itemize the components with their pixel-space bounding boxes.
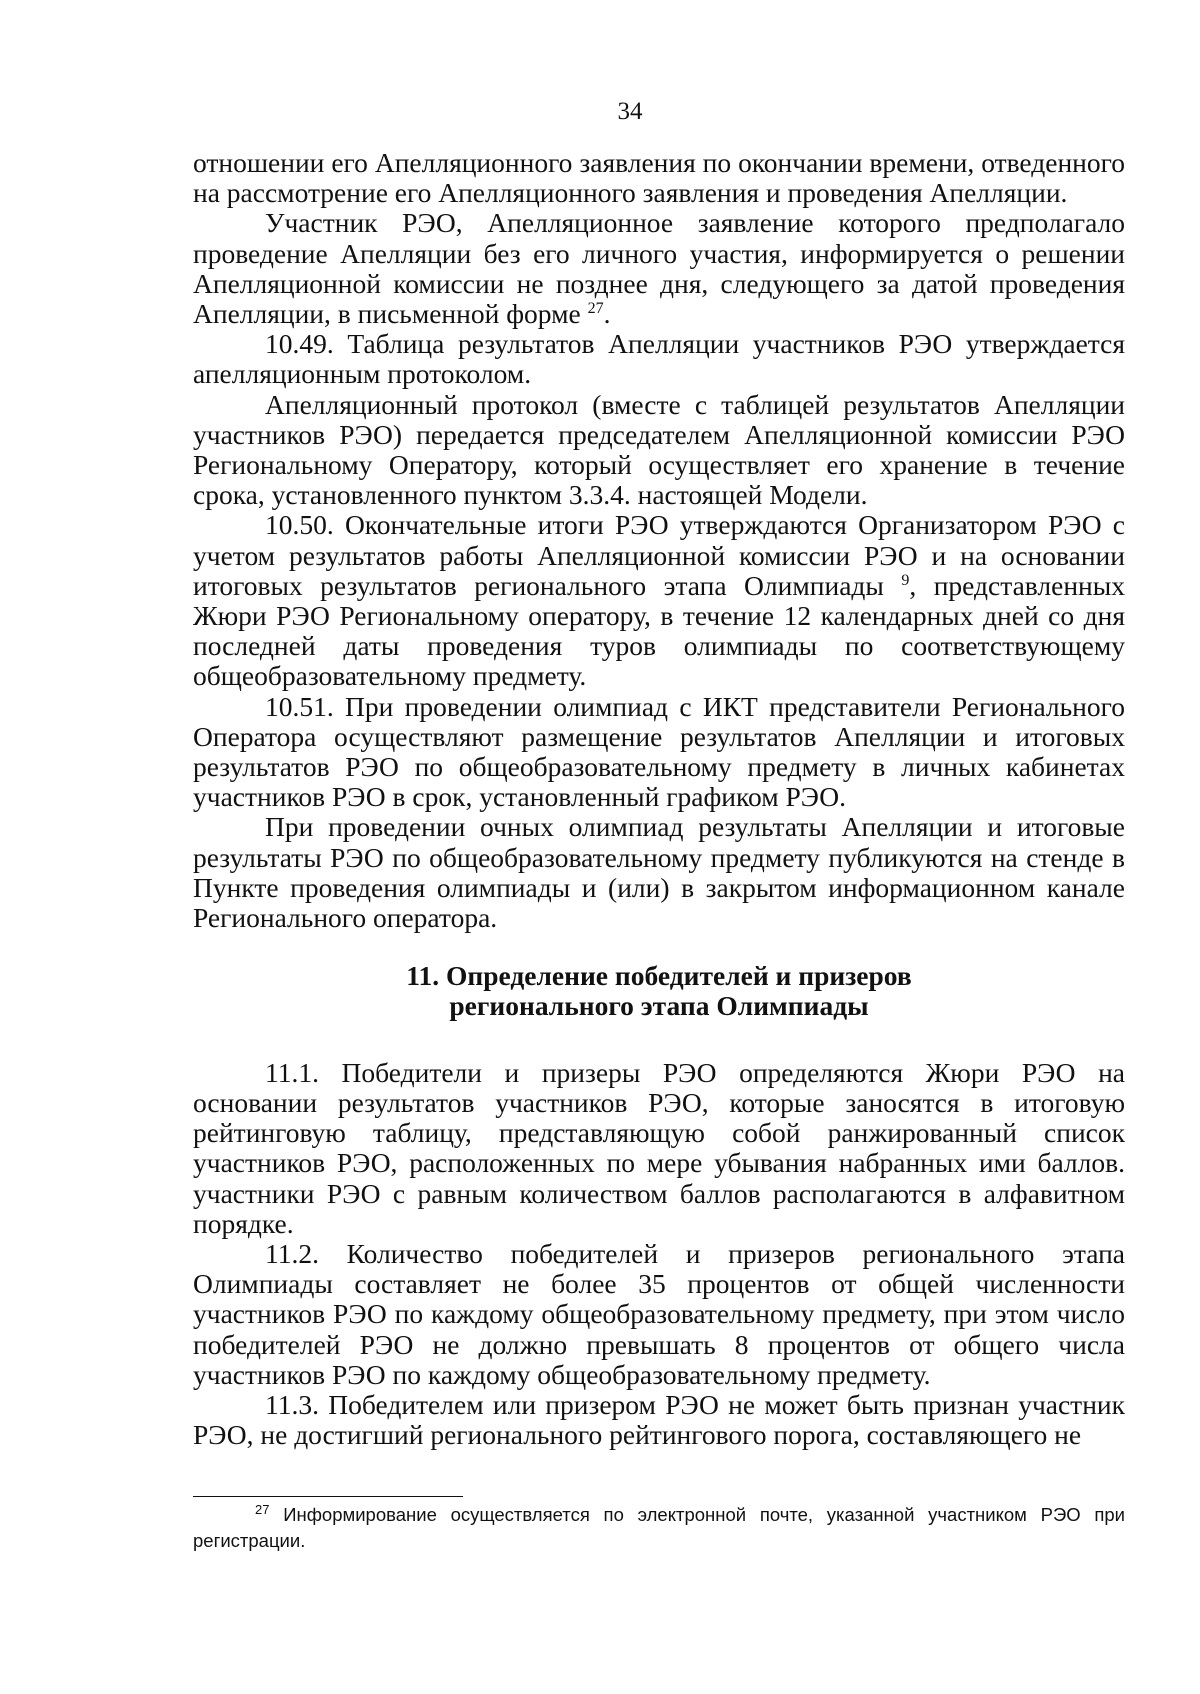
paragraph bbox=[193, 148, 1125, 208]
paragraph-text: 10.51. При проведении олимпиад с ИКТ представители Регионального Оператора осуществляют размещение результатов Апелляции и итоговых результатов РЭО по общеобразовательному предмету в личных кабинетах участников РЭО в срок, установленный графиком РЭО. bbox=[193, 690, 1125, 813]
paragraph bbox=[193, 812, 1125, 933]
paragraph bbox=[193, 390, 1125, 511]
section-heading-line: регионального этапа Олимпиады bbox=[449, 990, 869, 1022]
paragraph-text: Апелляционный протокол (вместе с таблицей результатов Апелляции участников РЭО) передается председателем Апелляционной комиссии РЭО Региональному Оператору, который осуществляет его хранение в течение срока, установленного пунктом 3.3.4. настоящей Модели. bbox=[193, 388, 1125, 511]
footnote-separator bbox=[193, 1496, 463, 1497]
footnote-text: Информирование осуществляется по электронной почте, указанной участником РЭО при регистрации. bbox=[193, 1504, 1125, 1551]
footnote-reference: 27 bbox=[587, 300, 604, 318]
paragraph-text: 11.2. Количество победителей и призеров регионального этапа Олимпиады составляет не более 35 процентов от общей численности участников РЭО по каждому общеобразовательному предмету, при этом число победителей РЭО не должно превышать 8 процентов от общего числа участников РЭО по каждому общеобразовательному предмету. bbox=[193, 1237, 1125, 1390]
paragraph bbox=[193, 510, 1125, 691]
paragraph bbox=[193, 329, 1125, 389]
footnote bbox=[193, 1502, 1125, 1554]
paragraph-text: При проведении очных олимпиад результаты Апелляции и итоговые результаты РЭО по общеобразовательному предмету публикуются на стенде в Пункте проведения олимпиады и (или) в закрытом информационном канале Регионального оператора. bbox=[193, 811, 1125, 934]
paragraph-text: 11.3. Победителем или призером РЭО не может быть признан участник РЭО, не достигший регионального рейтингового порога, составляющего не bbox=[193, 1388, 1125, 1451]
section-heading bbox=[193, 961, 1125, 1021]
document-body bbox=[193, 148, 1125, 1450]
paragraph bbox=[193, 208, 1125, 329]
footnote-reference: 9 bbox=[901, 571, 910, 589]
paragraph-text: 10.49. Таблица результатов Апелляции участников РЭО утверждается апелляционным протоколом. bbox=[193, 328, 1125, 390]
paragraph-text-tail: , представленных Жюри РЭО Региональному оператору, в течение 12 календарных дней со дня последней даты проведения туров олимпиады по соответствующему общеобразовательному предмету. bbox=[193, 569, 1125, 692]
paragraph-text: 10.50. Окончательные итоги РЭО утверждаются Организатором РЭО с учетом результатов работы Апелляционной комиссии РЭО и на основании итоговых результатов регионального этапа Олимпиады bbox=[193, 509, 1125, 601]
paragraph bbox=[193, 1239, 1125, 1390]
paragraph bbox=[193, 1058, 1125, 1239]
paragraph-text-tail: . bbox=[603, 298, 611, 330]
footnote-marker: 27 bbox=[255, 1502, 270, 1517]
page-number: 34 bbox=[617, 98, 643, 125]
paragraph bbox=[193, 692, 1125, 813]
section-heading-line: 11. Определение победителей и призеров bbox=[406, 960, 912, 992]
paragraph bbox=[193, 1390, 1125, 1450]
paragraph-text: отношении его Апелляционного заявления по окончании времени, отведенного на рассмотрение его Апелляционного заявления и проведения Апелляции. bbox=[193, 147, 1125, 209]
paragraph-text: Участник РЭО, Апелляционное заявление которого предполагало проведение Апелляции без его личного участия, информируется о решении Апелляционной комиссии не позднее дня, следующего за датой проведения Апелляции, в письменной форме bbox=[193, 207, 1125, 330]
paragraph-text: 11.1. Победители и призеры РЭО определяются Жюри РЭО на основании результатов участников РЭО, которые заносятся в итоговую рейтинговую таблицу, представляющую собой ранжированный список участников РЭО, расположенных по мере убывания набранных ими баллов. участники РЭО с равным количеством баллов располагаются в алфавитном порядке. bbox=[193, 1056, 1125, 1239]
